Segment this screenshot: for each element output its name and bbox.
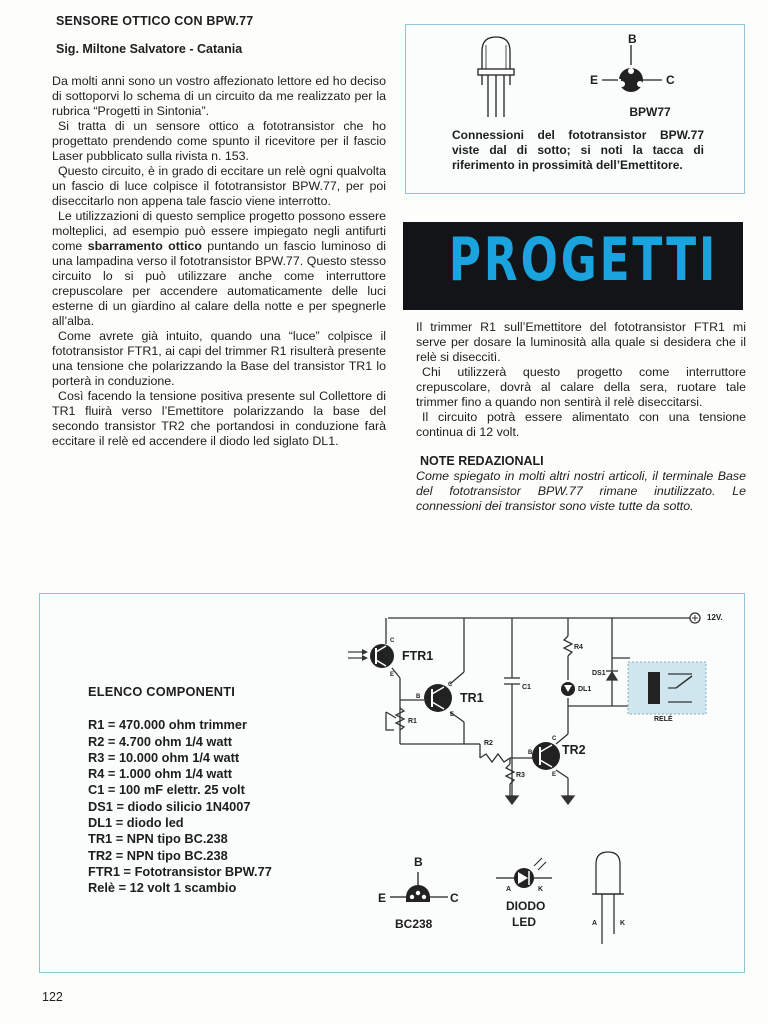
- paragraph: Chi utilizzerà questo progetto come interruttore crepuscolare, dovrà al calare della sera, ruotare tale trimmer fino a quando non sentirà il relè diseccitarsi.: [416, 365, 746, 409]
- bpw77-bottom-view-icon: [602, 45, 662, 92]
- tr1-pin-b: B: [416, 694, 421, 700]
- banner-title: PROGETTI: [448, 225, 719, 295]
- ds1-diode-icon: [606, 671, 618, 680]
- pin-b-label: B: [628, 32, 637, 46]
- page-number: 122: [42, 990, 63, 1004]
- article-title: SENSORE OTTICO CON BPW.77: [56, 14, 254, 28]
- component-item: Relè = 12 volt 1 scambio: [88, 880, 237, 896]
- relay-icon: [628, 662, 706, 714]
- led-label-line2: LED: [512, 915, 536, 929]
- component-item: FTR1 = Fototransistor BPW.77: [88, 863, 272, 879]
- component-item: DS1 = diodo silicio 1N4007: [88, 798, 251, 814]
- section-banner: [403, 222, 743, 310]
- article-right-column: [416, 320, 746, 514]
- paragraph: Così facendo la tensione positiva presente sul Collettore di TR1 fluirà verso l’Emettitore polarizzando la base del secondo transistor TR2 che portandosi in conduzione farà eccitare il relè ed accendere il diodo led siglato DL1.: [52, 389, 386, 448]
- tr1-transistor-icon: [424, 684, 452, 712]
- phototransistor-side-icon: [478, 37, 514, 117]
- led-pin-a: A: [592, 920, 598, 927]
- paragraph: Il trimmer R1 sull’Emettitore del fototransistor FTR1 mi serve per dosare la luminosità alla quale si desidera che il relè si diseccitì.: [416, 320, 746, 364]
- bc238-pin-c: C: [450, 891, 459, 905]
- paragraph: Si tratta di un sensore ottico a fototransistor che ho progettato prendendo come spunto il ricevitore per il fascio Laser pubblicato sulla rivista n. 153.: [52, 119, 386, 163]
- led-label-line1: DIODO: [506, 899, 546, 913]
- led-a-label: A: [506, 886, 512, 893]
- c1-label: C1: [522, 684, 531, 691]
- led-side-view-icon: [592, 852, 624, 944]
- bc238-pin-b: B: [414, 855, 423, 869]
- component-item: TR1 = NPN tipo BC.238: [88, 831, 228, 847]
- r1-label: R1: [408, 718, 417, 725]
- component-item: R1 = 470.000 ohm trimmer: [88, 717, 247, 733]
- tr2-pin-c: C: [552, 736, 557, 742]
- pin-e-label: E: [590, 73, 599, 87]
- tr2-label: TR2: [562, 743, 586, 757]
- components-heading: ELENCO COMPONENTI: [88, 684, 236, 699]
- bpw77-part-label: BPW77: [629, 105, 671, 119]
- tr2-pin-e: E: [552, 772, 557, 778]
- ftr1-phototransistor-icon: [348, 644, 394, 668]
- component-item: R3 = 10.000 ohm 1/4 watt: [88, 749, 240, 765]
- dl1-label: DL1: [578, 686, 592, 693]
- tr2-transistor-icon: [532, 742, 560, 770]
- r4-label: R4: [574, 644, 583, 651]
- ftr1-pin-e: E: [390, 672, 395, 678]
- paragraph: Come avrete già intuito, quando una “luce” colpisce il fototransistor FTR1, ai capi del trimmer R1 risulterà presente una tensione che polarizzando la Base del transistor TR1 lo porterà in conduzione.: [52, 329, 386, 388]
- supply-label: 12V.: [707, 613, 723, 622]
- bc238-pin-e: E: [378, 891, 387, 905]
- article-author: Sig. Miltone Salvatore - Catania: [56, 42, 243, 56]
- led-pin-k: K: [620, 920, 626, 927]
- paragraph: Le utilizzazioni di questo semplice progetto possono essere molteplici, ad esempio può essere impiegato negli antifurti come sbarramento ottico puntando un fascio luminoso di una lampadina verso il fototransistor BPW.77. Questo stesso circuito lo si può utilizzare anche come interruttore crepuscolare per accendere automaticamente delle luci esterne di un giardino al calare della notte e per spegnerle all’alba.: [52, 209, 386, 328]
- dl1-led-icon: [561, 682, 575, 696]
- bpw77-pinout-figure: [405, 24, 745, 194]
- bold-phrase: sbarramento ottico: [87, 239, 202, 253]
- ftr1-pin-c: C: [390, 638, 395, 644]
- article-body: [52, 74, 386, 449]
- notes-text: Come spiegato in molti altri nostri articoli, il terminale Base del fototransistor BPW.77 rimane inutilizzato. Le connessioni dei transistor sono viste tutte da sotto.: [416, 469, 746, 513]
- tr1-label: TR1: [460, 691, 484, 705]
- r3-label: R3: [516, 772, 525, 779]
- r2-label: R2: [484, 740, 493, 747]
- led-k-label: K: [538, 886, 544, 893]
- component-item: TR2 = NPN tipo BC.238: [88, 847, 228, 863]
- paragraph: Da molti anni sono un vostro affezionato lettore ed ho deciso di sottoporvi lo schema di un circuito da me realizzato per la rubrica “Progetti in Sintonia”.: [52, 74, 386, 118]
- tr1-pin-c: C: [448, 682, 453, 688]
- ftr1-label: FTR1: [402, 649, 434, 663]
- bc238-label: BC238: [395, 917, 433, 931]
- circuit-schematic: [40, 594, 744, 972]
- paragraph: Questo circuito, è in grado di eccitare un relè ogni qualvolta un fascio di luce colpisce il fototransistor BPW.77, per poi diseccitarlo non appena tale fascio viene interrotto.: [52, 164, 386, 208]
- supply-terminal-icon: [690, 613, 700, 623]
- pin-c-label: C: [666, 73, 675, 87]
- component-item: C1 = 100 mF elettr. 25 volt: [88, 782, 245, 798]
- paragraph: Il circuito potrà essere alimentato con una tensione continua di 12 volt.: [416, 410, 746, 439]
- notes-heading: NOTE REDAZIONALI: [420, 454, 544, 468]
- led-symbol-icon: [496, 858, 552, 888]
- component-item: R4 = 1.000 ohm 1/4 watt: [88, 766, 233, 782]
- article-left-column: [52, 14, 386, 449]
- ds1-label: DS1: [592, 670, 606, 677]
- component-item: R2 = 4.700 ohm 1/4 watt: [88, 733, 233, 749]
- tr1-pin-e: E: [450, 712, 455, 718]
- schematic-box: [39, 593, 745, 973]
- figure-caption: Connessioni del fototransistor BPW.77 viste dal di sotto; si noti la tacca di riferimento in prossimità dell’Emettitore.: [452, 128, 704, 172]
- rele-label: RELÈ: [654, 716, 673, 723]
- component-item: DL1 = diodo led: [88, 815, 184, 831]
- bc238-pinout-icon: [390, 872, 448, 902]
- tr2-pin-b: B: [528, 750, 533, 756]
